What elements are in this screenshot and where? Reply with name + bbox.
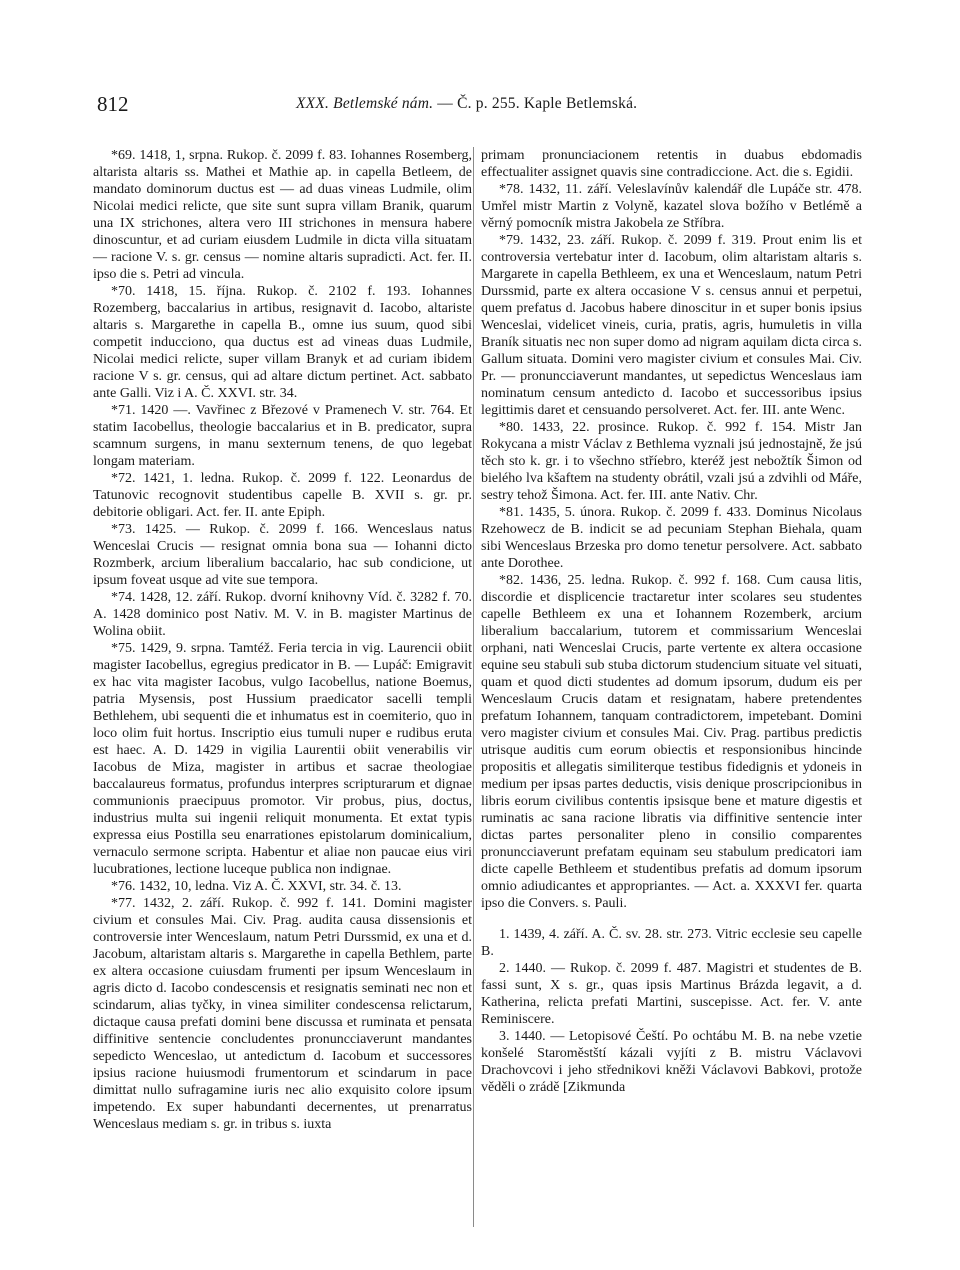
- entry-3: 3. 1440. — Letopisové Čeští. Po ochtábu M. B. na nebe vzetie konšelé Staroměstští kázali vyjíti z B. mistru Václavovi Drachovcovi i jeho střednikovi kněži Václavovi Babkovi, protože věděli o zrádě [Zikmunda: [481, 1029, 862, 1095]
- entry-74: *74. 1428, 12. září. Rukop. dvorní knihovny Víd. č. 3282 f. 70. A. 1428 dominico post Nativ. M. V. in B. magister Martinus de Wolina obiit.: [93, 590, 472, 639]
- entry-81: *81. 1435, 5. února. Rukop. č. 2099 f. 433. Dominus Nicolaus Rzehowecz de B. indicit se ad pecuniam Stephan Biehala, quam sibi Wenceslaus Brzeska pro domo tenetur persolvere. Act. sabbato ante Dorothee.: [481, 505, 862, 571]
- entry-82: *82. 1436, 25. ledna. Rukop. č. 992 f. 168. Cum causa litis, discordie et displicencie tractaretur inter scolares seu studentes capelle Bethleem ex una et Iohannem Rozemberk, arcium liberalium baccalarium, tutorem et commissarium Wenceslai orphani, nati Wenceslai Crucis, parte vertente ex altera occasione equine seu stabuli sub stuba dictorum studencium situate vel situati, quam et quod dicti studentes ad domum ipsorum, dudum eis per Wenceslaum Crucis datam et resignatam, habere pretendentes prefatum Iohannem, tanquam contradictorem, impetebant. Domini vero magister civium et consules Mai. Civ. Prag. partibus predictis utrisque auditis cum eorum obiectis et responsionibus hincinde propositis et allegatis similiterque testibus fidedignis et ydoneis in medium per ipsas partes deductis, visis denique proscripcionibus in libris eorum civilibus contentis ipsisque bene et mature digestis et ruminatis ac sana racione libratis via diffinitive sentencie inter dictas partes personaliter pleno in consilio comparentes pronuncciaverunt prefatam equinam seu stabulum predicatori iam dicte capelle Bethleem et studentibus prefatis ad domum ipsorum omnio adiudicantes et appropriantes. — Act. a. XXXVI fer. quarta ipso die Convers. s. Pauli.: [481, 573, 862, 911]
- section-gap: [481, 912, 862, 926]
- right-column: [481, 147, 862, 1096]
- entry-72: *72. 1421, 1. ledna. Rukop. č. 2099 f. 122. Leonardus de Tatunovic recognovit studentibus capelle B. XVII s. gr. pr. debitorie obligari. Act. fer. II. ante Epiph.: [93, 471, 472, 520]
- entry-70: *70. 1418, 15. října. Rukop. č. 2102 f. 193. Iohannes Rozemberg, baccalarius in artibus, resignavit d. Iacobo, altariste altaris s. Margarethe in capella B., omne ius suum, quod sibi competit inducciono, qua ductus est ad vineas duas Ludmile, Nicolai medici relicte, super villam Branyk et ad curiam ibidem racione V s. gr. census, qui ad altare dictum pertinet. Act. sabbato ante Galli. Viz i A. Č. XXVI. str. 34.: [93, 284, 472, 401]
- entry-78: *78. 1432, 11. září. Veleslavínův kalendář dle Lupáče str. 478. Umřel mistr Martin z Volyně, kazatel slova božího v Betlémě a věrný pomocník mistra Jakobela ze Stříbra.: [481, 182, 862, 231]
- running-head-location: — Č. p. 255. Kaple Betlemská.: [433, 95, 638, 112]
- column-divider: [473, 147, 474, 1227]
- entry-77: *77. 1432, 2. září. Rukop. č. 992 f. 141. Domini magister civium et consules Mai. Civ. Prag. audita causa dissensionis et controversie inter Wenceslaum, natum Petri Durssmid, ex una et d. Jacobum, altaristam altaris s. Margarethe in capella Bethlem, parte ex altera occasione cuiusdam frumenti per ipsum Wenceslaum in agris dicto d. Iacobo condescensis et resignatis seminati nec non et scindarum, alias tyčky, in vinea similiter condescensa relictarum, dictaque causa prefati domini bene discussa et ruminata et pensata diffinitive sentencie concludentes pronuncciaverunt mandantes sepedicto Wenceslao, ut antedictum d. Iacobum et successores ipsius racione huiusmodi frumentorum et scindarum in pace dimittat nullo sufragamine iuris nec alio exquisito colore ipsum impetendo. Ex super habundanti decernentes, ut prenarratus Wenceslaus mediam s. gr. in tribus s. iuxta: [93, 896, 472, 1132]
- entry-77-continued: primam pronunciacionem retentis in duabus ebdomadis effectualiter assignet quavis sine contradiccione. Act. die s. Egidii.: [481, 148, 862, 180]
- entry-69: *69. 1418, 1, srpna. Rukop. č. 2099 f. 83. Iohannes Rosemberg, altarista altaris ss. Mathei et Mathie ap. in capella Betleem, de mandato dominorum ductus est — ad duas vineas Ludmile, olim Nicolai medici relicte, que site sunt supra villam Branik, quarum una IX strichones, altera vero III strichones in mensura habere dinoscuntur, et ad curiam eiusdem Ludmile in dicta villa situatam — racione V. s. gr. census — nomine altaris supradicti. Act. fer. II. ipso die s. Petri ad vincula.: [93, 148, 472, 282]
- left-column: [93, 147, 472, 1133]
- entry-71: *71. 1420 —. Vavřinec z Březové v Pramenech V. str. 764. Et statim Iacobellus, theologie baccalarius et in B. predicator, supra scamnum surgens, in manu sexternum tenens, de quo legebat longam materiam.: [93, 403, 472, 469]
- entry-76: *76. 1432, 10, ledna. Viz A. Č. XXVI, str. 34. č. 13.: [111, 879, 402, 894]
- entry-1: 1. 1439, 4. září. A. Č. sv. 28. str. 273. Vitric ecclesie seu capelle B.: [481, 927, 862, 959]
- running-head: [296, 95, 637, 113]
- entry-75: *75. 1429, 9. srpna. Tamtéž. Feria tercia in vig. Laurencii obiit magister Iacobellus, egregius predicator in B. — Lupáč: Emigravit ex hac vita magister Iacobus, vulgo Iacobellus, natione Boemus, patria Mysensis, post Hussium praedicator sacelli templi Bethlehem, ubi sequenti die et inhumatus est in coemiterio, quo in loco olim fuit hortus. Inscriptio eius tumuli nuper e rudibus eruta est haec. A. D. 1429 in vigilia Laurentii obiit venerabilis vir Iacobus de Miza, magister in artibus et sacrae theologiae baccalaureus formatus, profundus interpres scripturarum et dignae communionis praecipuus promotor. Vir probus, pius, doctus, industrius multa sui ingenii reliquit monumenta. Et extat typis expressa eius Postilla seu enarrationes epistolarum dominicalium, vernaculo sermone scripta. Habentur et aliae non paucae eius viri lucubrationes, lectione luceque publica non indignae.: [93, 641, 472, 877]
- running-head-section: XXX. Betlemské nám.: [296, 95, 434, 112]
- entry-73: *73. 1425. — Rukop. č. 2099 f. 166. Wenceslaus natus Wenceslai Crucis — resignat omnia bona sua — Iohanni dicto Rozmberk, arcium liberalium baccalario, hac sub condicione, ut ipsum foveat usque ad vite sue tempora.: [93, 522, 472, 588]
- entry-2: 2. 1440. — Rukop. č. 2099 f. 487. Magistri et studentes de B. fassi sunt, X s. gr., quas ipsis Martinus Brázda legavit, a d. Katherina, relicta prefati Martini, suscepisse. Act. fer. V. ante Reminiscere.: [481, 961, 862, 1027]
- entry-80: *80. 1433, 22. prosince. Rukop. č. 992 f. 154. Mistr Jan Rokycana a mistr Václav z Bethlema vyznali jsú jednostajně, že jsú těch sto k. gr. i to všechno stříebro, kteréž jest nebožtík Šimon od bieléhо lva kšaftem na studenty obrátil, vzali jsú a zdvihli od Máře, sestry tehož Šimona. Act. fer. III. ante Nativ. Chr.: [481, 420, 862, 503]
- page-number: 812: [97, 92, 129, 116]
- entry-79: *79. 1432, 23. září. Rukop. č. 2099 f. 319. Prout enim lis et controversia vertebatur inter d. Iacobum, olim altaristam altaris s. Margarete in capella Bethleem, ex una et Wenceslaum, natum Petri Durssmid, parte ex altera occasione V s. census annui et perpetui, quem prefatus d. Jacobus habere dinoscitur in et super bonis ipsius Wenceslai, videlicet vineis, curia, pratis, agris, humuletis in villa Braník situatis nec non super domo ad nigram aquilam dicta circa s. Gallum situata. Domini vero magister civium et consules Mai. Civ. Pr. — pronuncciaverunt mandantes, ut sepedictus Wenceslaus iam nominatum censum antedicto d. Iacobo et successoribus ipsius legittimis daret et censuando persolveret. Act. fer. III. ante Wenc.: [481, 233, 862, 418]
